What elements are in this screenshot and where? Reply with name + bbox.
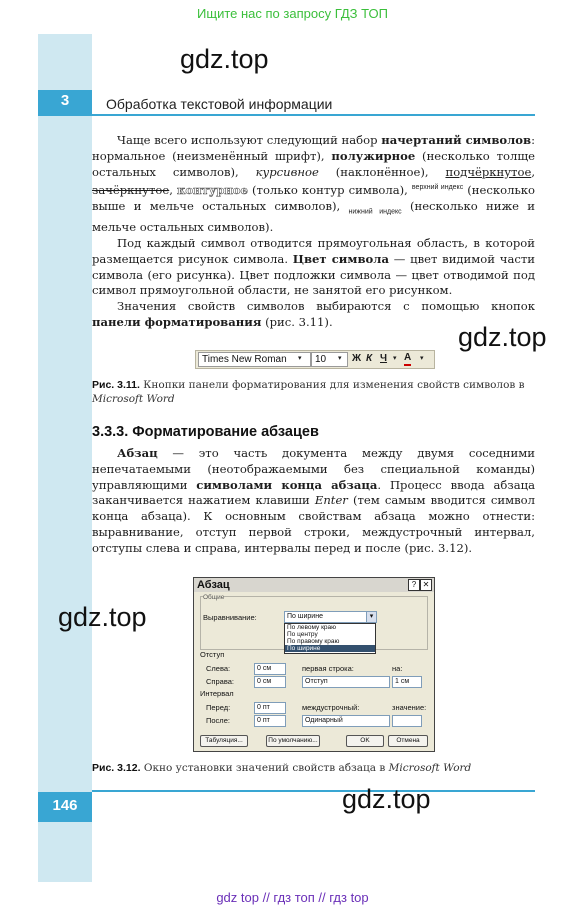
chevron-down-icon[interactable]: ▾ bbox=[393, 355, 397, 362]
dropdown-option[interactable]: По центру bbox=[287, 631, 318, 638]
watermark: gdz.top bbox=[58, 602, 147, 632]
first-line-label: первая строка: bbox=[302, 664, 354, 673]
line-spacing-select[interactable]: Одинарный bbox=[302, 715, 390, 727]
top-banner[interactable]: Ищите нас по запросу ГДЗ ТОП bbox=[197, 6, 388, 21]
line-spacing-label: междустрочный: bbox=[302, 703, 360, 712]
paragraph-dialog bbox=[193, 577, 435, 752]
chevron-down-icon[interactable]: ▾ bbox=[366, 611, 377, 623]
formatting-toolbar bbox=[195, 350, 435, 369]
group-general-label: Общие bbox=[203, 594, 225, 601]
chevron-down-icon[interactable]: ▾ bbox=[298, 355, 302, 362]
right-indent-input[interactable]: 0 см bbox=[254, 676, 286, 688]
footer-rule bbox=[92, 790, 535, 792]
underline-button[interactable]: Ч bbox=[380, 353, 388, 364]
chevron-down-icon[interactable]: ▾ bbox=[420, 355, 424, 362]
page-number: 146 bbox=[52, 797, 78, 814]
font-name-select[interactable]: Times New Roman bbox=[198, 352, 311, 367]
dropdown-option[interactable]: По правому краю bbox=[287, 638, 340, 645]
font-color-button[interactable]: А bbox=[404, 352, 411, 366]
figure-caption: Рис. 3.12. Окно установки значений свойств абзаца в Microsoft Word bbox=[92, 762, 472, 774]
watermark: gdz.top bbox=[342, 784, 431, 814]
watermark: gdz.top bbox=[458, 322, 547, 352]
header-rule bbox=[92, 114, 535, 116]
italic-button[interactable]: К bbox=[366, 353, 373, 364]
alignment-select[interactable]: По ширине bbox=[284, 611, 368, 623]
bottom-links[interactable]: gdz top // гдз топ // гдз top bbox=[216, 890, 369, 905]
indent-by-label: на: bbox=[392, 664, 403, 673]
default-button[interactable]: По умолчанию... bbox=[266, 735, 320, 747]
value-input[interactable] bbox=[392, 715, 422, 727]
paragraph-definition: Абзац — это часть документа между двумя соседними непечатаемыми (неотображаемыми без специальной команды) управляющими символами конца абзаца. Процесс ввода абзаца заканчивается нажатием клавиши Enter (тем самым вводится символ конца абзаца). К основным свойствам абзаца можно отнести: выравнивание, отступ первой строки, междустрочный интервал, отступы слева и справа, интервалы перед и после (рис. 3.12). bbox=[92, 446, 535, 555]
after-input[interactable]: 0 пт bbox=[254, 715, 286, 727]
value-label: значение: bbox=[392, 703, 427, 712]
section-title: 3.3.3. Форматирование абзацев bbox=[92, 424, 319, 440]
after-label: После: bbox=[206, 716, 230, 725]
dialog-title: Абзац bbox=[197, 579, 230, 591]
indent-by-input[interactable]: 1 см bbox=[392, 676, 422, 688]
first-line-select[interactable]: Отступ bbox=[302, 676, 390, 688]
dropdown-option-selected[interactable]: По ширине bbox=[285, 645, 375, 652]
alignment-label: Выравнивание: bbox=[203, 613, 257, 622]
chapter-title: Обработка текстовой информации bbox=[106, 96, 333, 112]
watermark: gdz.top bbox=[180, 44, 269, 74]
close-button[interactable]: ✕ bbox=[420, 579, 432, 591]
font-size-select[interactable]: 10 bbox=[311, 352, 348, 367]
tabs-button[interactable]: Табуляция... bbox=[200, 735, 248, 747]
before-label: Перед: bbox=[206, 703, 231, 712]
dialog-titlebar bbox=[194, 578, 434, 592]
ok-button[interactable]: OK bbox=[346, 735, 384, 747]
bold-button[interactable]: Ж bbox=[352, 353, 362, 364]
right-indent-label: Справа: bbox=[206, 677, 234, 686]
figure-caption: Рис. 3.11. Кнопки панели форматирования для изменения свойств символов в Microsoft Word bbox=[92, 379, 525, 405]
left-indent-label: Слева: bbox=[206, 664, 231, 673]
interval-group-label: Интервал bbox=[200, 689, 234, 698]
alignment-dropdown bbox=[284, 623, 376, 654]
page-sidebar bbox=[38, 34, 92, 882]
before-input[interactable]: 0 пт bbox=[254, 702, 286, 714]
indent-group-label: Отступ bbox=[200, 650, 225, 659]
chapter-number: 3 bbox=[60, 92, 70, 109]
left-indent-input[interactable]: 0 см bbox=[254, 663, 286, 675]
chevron-down-icon[interactable]: ▾ bbox=[338, 355, 342, 362]
dropdown-option[interactable]: По левому краю bbox=[287, 624, 337, 631]
cancel-button[interactable]: Отмена bbox=[388, 735, 428, 747]
help-button[interactable]: ? bbox=[408, 579, 420, 591]
paragraph-typefaces: Чаще всего используют следующий набор начертаний символов: нормальное (неизменённый шрифт), полужирное (несколько толще остальных символов), курсивное (наклонённое), подчёркнутое, зачёркнутое, контурное (только контур символа), $^{верхний индекс}$ (несколько выше и мельче остальных символов), $_{нижний индекс}$ (несколько ниже и мельче остальных символов). Под каждый символ отводится прямоугольная область, в которой размещается рисунок символа. Цвет символа — цвет видимой части символа (его рисунка). Цвет подложки символа — цвет отводимой под символ прямоугольной области, не занятой его рисунком. Значения свойств символов выбираются с помощью кнопок панели форматирования (рис. 3.11). bbox=[92, 133, 536, 329]
